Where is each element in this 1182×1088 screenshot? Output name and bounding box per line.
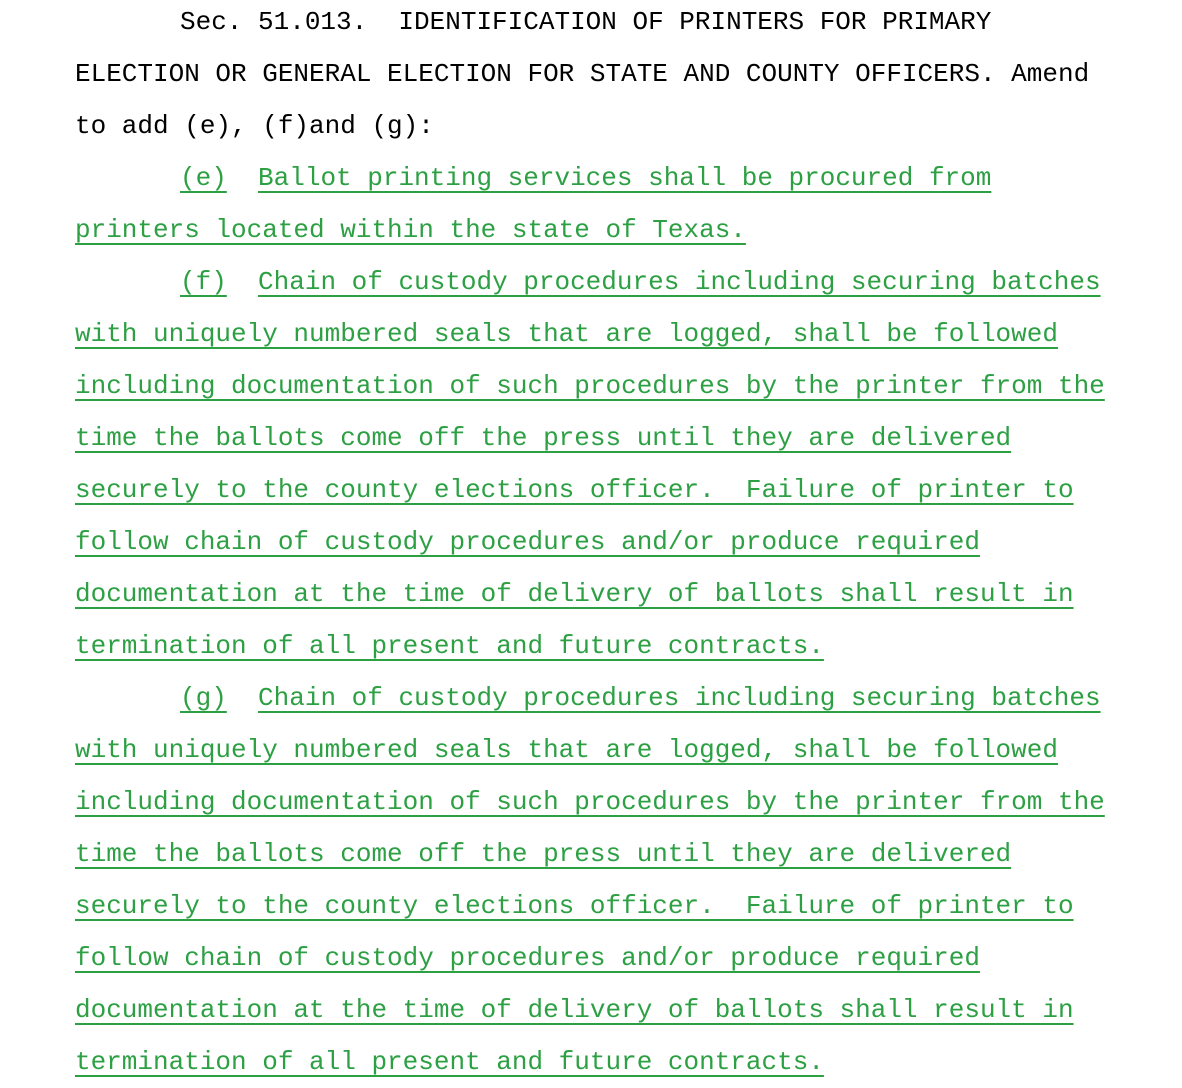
amendment-subsection-e	[75, 152, 1172, 256]
amendment-line	[75, 776, 1172, 828]
amendment-first-line	[75, 672, 1172, 724]
amendment-line	[75, 932, 1172, 984]
amendment-first-line	[75, 256, 1172, 308]
marker-gap	[227, 683, 258, 713]
heading-text: ELECTION OR GENERAL ELECTION FOR STATE AND COUNTY OFFICERS. Amend	[75, 59, 1090, 89]
amendment-line	[75, 360, 1172, 412]
amendment-text: with uniquely numbered seals that are logged, shall be followed	[75, 735, 1058, 765]
heading-text: to add (e), (f)and (g):	[75, 111, 434, 141]
amendment-line	[75, 1036, 1172, 1088]
amendment-line	[75, 620, 1172, 672]
amendment-text: follow chain of custody procedures and/or produce required	[75, 527, 980, 557]
amendment-line	[75, 516, 1172, 568]
amendment-line	[75, 828, 1172, 880]
subsection-marker: (g)	[180, 683, 227, 713]
section-heading	[75, 0, 1172, 152]
amendment-text: documentation at the time of delivery of ballots shall result in	[75, 579, 1074, 609]
heading-line	[75, 0, 1172, 48]
amendment-text: with uniquely numbered seals that are logged, shall be followed	[75, 319, 1058, 349]
amendment-line	[75, 984, 1172, 1036]
amendment-subsection-f	[75, 256, 1172, 672]
amendment-line	[75, 568, 1172, 620]
amendment-text: time the ballots come off the press until they are delivered	[75, 423, 1012, 453]
amendment-text: including documentation of such procedures by the printer from the	[75, 371, 1105, 401]
heading-text: Sec. 51.013. IDENTIFICATION OF PRINTERS FOR PRIMARY	[180, 7, 992, 37]
amendment-subsection-g	[75, 672, 1172, 1088]
amendment-text: securely to the county elections officer. Failure of printer to	[75, 475, 1074, 505]
amendment-line	[75, 880, 1172, 932]
marker-gap	[227, 267, 258, 297]
heading-line	[75, 48, 1172, 100]
amendment-first-line	[75, 152, 1172, 204]
amendment-line	[75, 308, 1172, 360]
amendment-text: documentation at the time of delivery of ballots shall result in	[75, 995, 1074, 1025]
subsection-marker: (f)	[180, 267, 227, 297]
amendment-line	[75, 464, 1172, 516]
amendment-text: printers located within the state of Texas.	[75, 215, 746, 245]
marker-gap	[227, 163, 258, 193]
amendment-line	[75, 724, 1172, 776]
amendment-text: termination of all present and future contracts.	[75, 631, 824, 661]
amendment-text: time the ballots come off the press until they are delivered	[75, 839, 1012, 869]
heading-line	[75, 100, 1172, 152]
amendment-text: Ballot printing services shall be procured from	[258, 163, 992, 193]
amendment-text: Chain of custody procedures including securing batches	[258, 683, 1101, 713]
subsection-marker: (e)	[180, 163, 227, 193]
amendment-line	[75, 412, 1172, 464]
amendment-line	[75, 204, 1172, 256]
amendment-text: termination of all present and future contracts.	[75, 1047, 824, 1077]
amendment-text: including documentation of such procedures by the printer from the	[75, 787, 1105, 817]
amendment-text: follow chain of custody procedures and/or produce required	[75, 943, 980, 973]
amendment-text: Chain of custody procedures including securing batches	[258, 267, 1101, 297]
amendment-text: securely to the county elections officer. Failure of printer to	[75, 891, 1074, 921]
